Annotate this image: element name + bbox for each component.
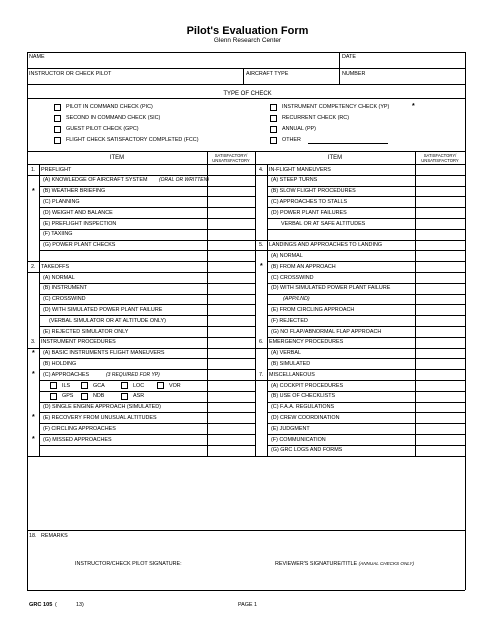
evaluation-item: (G) NO FLAP/ABNORMAL FLAP APPROACH — [271, 328, 382, 335]
evaluation-item: VERBAL OR AT SAFE ALTITUDES — [281, 220, 366, 227]
instructor-label: INSTRUCTOR OR CHECK PILOT — [29, 71, 112, 77]
check-type-label: RECURRENT CHECK (RC) — [282, 115, 349, 121]
evaluation-item: (C) PLANNING — [43, 198, 80, 205]
name-label: NAME — [29, 54, 45, 60]
approach-checkbox[interactable] — [121, 393, 128, 400]
approach-checkbox[interactable] — [50, 382, 57, 389]
section-number: 4. — [259, 166, 264, 173]
divider — [255, 164, 256, 456]
evaluation-item: (G) POWER PLANT CHECKS — [43, 242, 116, 249]
check-type-checkbox[interactable] — [54, 137, 61, 144]
reviewer-signature-label — [275, 561, 414, 567]
sat-unsat-field[interactable] — [207, 315, 255, 326]
check-type-label: INSTRUMENT COMPETENCY CHECK (YP) — [282, 104, 390, 110]
sat-line2: UNSATISFACTORY — [421, 157, 459, 163]
reviewer-sig-text: REVIEWER'S SIGNATURE/TITLE — [275, 561, 358, 567]
check-type-checkbox[interactable] — [54, 104, 61, 111]
sat-unsat-field[interactable] — [415, 358, 465, 369]
section-number: 3. — [31, 339, 36, 346]
row-divider — [267, 337, 465, 338]
row-divider — [267, 369, 465, 370]
sat-unsat-field[interactable] — [415, 272, 465, 283]
item-note: (ORAL OR WRITTEN) — [159, 177, 209, 184]
evaluation-item: (E) RECOVERY FROM UNUSUAL ALTITUDES — [43, 414, 157, 421]
sat-unsat-field[interactable] — [207, 348, 255, 359]
approach-checkbox[interactable] — [50, 393, 57, 400]
sat-unsat-field[interactable] — [415, 402, 465, 413]
evaluation-item: (A) COCKPIT PROCEDURES — [271, 382, 344, 389]
row-divider — [267, 229, 465, 230]
aircraft-type-field[interactable] — [243, 68, 339, 84]
form-rev-paren: ( — [55, 602, 57, 608]
divider — [27, 164, 465, 165]
evaluation-item: (F) TAXIING — [43, 231, 73, 238]
type-of-check-heading: TYPE OF CHECK — [223, 91, 272, 97]
aircraft-type-label: AIRCRAFT TYPE — [246, 71, 289, 77]
form-subtitle: Glenn Research Center — [213, 37, 282, 44]
section-number: 1. — [31, 166, 36, 173]
form-title: Pilot's Evaluation Form — [186, 25, 309, 37]
evaluation-item: (B) SIMULATED — [271, 360, 311, 367]
section-number: 5. — [259, 242, 264, 249]
sat-unsat-field[interactable] — [415, 423, 465, 434]
instructor-signature-field[interactable] — [27, 570, 270, 590]
sat-unsat-field[interactable] — [415, 326, 465, 337]
sat-unsat-field[interactable] — [207, 358, 255, 369]
evaluation-item: (APP/LND) — [283, 296, 310, 303]
section-number: 2. — [31, 263, 36, 270]
section-title: IN-FLIGHT MANEUVERS — [269, 166, 331, 173]
row-divider — [39, 250, 255, 251]
approach-label: VOR — [169, 382, 181, 389]
approach-checkbox[interactable] — [157, 382, 164, 389]
evaluation-item: (B) SLOW FLIGHT PROCEDURES — [271, 188, 356, 195]
grid-bottom — [27, 456, 465, 457]
divider — [267, 164, 268, 456]
section-number: 6. — [259, 339, 264, 346]
sat-column-header-left — [207, 154, 255, 163]
sat-unsat-field[interactable] — [207, 304, 255, 315]
required-marker: * — [412, 103, 415, 110]
evaluation-item: (B) HOLDING — [43, 360, 77, 367]
evaluation-item: (C) CROSSWIND — [43, 296, 86, 303]
row-divider — [27, 261, 255, 262]
sat-unsat-field[interactable] — [415, 445, 465, 456]
check-type-checkbox[interactable] — [54, 126, 61, 133]
check-type-checkbox[interactable] — [270, 115, 277, 122]
approach-checkbox[interactable] — [81, 382, 88, 389]
approach-label: ASR — [133, 393, 145, 400]
approach-label: ILS — [62, 382, 71, 389]
evaluation-item: (D) SINGLE ENGINE APPROACH (SIMULATED) — [43, 404, 161, 411]
sat-unsat-field[interactable] — [207, 175, 255, 186]
section-number: 7. — [259, 371, 264, 378]
evaluation-item: (C) CROSSWIND — [271, 274, 314, 281]
approach-label: NDB — [93, 393, 105, 400]
sat-line2: UNSATISFACTORY — [212, 157, 250, 163]
sat-unsat-field[interactable] — [415, 391, 465, 402]
reviewer-signature-field[interactable] — [270, 570, 465, 590]
evaluation-item: (G) MISSED APPROACHES — [43, 436, 112, 443]
instructor-signature-label: INSTRUCTOR/CHECK PILOT SIGNATURE: — [75, 561, 182, 567]
check-type-checkbox[interactable] — [270, 104, 277, 111]
sat-unsat-field[interactable] — [415, 261, 465, 272]
check-type-label: ANNUAL (PP) — [282, 126, 316, 132]
sat-unsat-field[interactable] — [415, 250, 465, 261]
evaluation-item: (E) REJECTED SIMULATOR ONLY — [43, 328, 129, 335]
evaluation-item: (VERBAL SIMULATOR OR AT ALTITUDE ONLY) — [49, 317, 166, 324]
sat-unsat-field[interactable] — [207, 423, 255, 434]
sat-unsat-field[interactable] — [207, 240, 255, 251]
evaluation-item: (C) APPROACHES — [43, 371, 90, 378]
check-type-label: GUEST PILOT CHECK (GPC) — [66, 126, 139, 132]
evaluation-item: (B) WEATHER BRIEFING — [43, 188, 106, 195]
sat-unsat-field[interactable] — [415, 294, 465, 305]
evaluation-item: (D) POWER PLANT FAILURES — [271, 209, 347, 216]
evaluation-item: (A) NORMAL — [43, 274, 75, 281]
approach-checkbox[interactable] — [81, 393, 88, 400]
approach-label: LOC — [133, 382, 145, 389]
required-marker: * — [32, 371, 35, 379]
approach-label: GPS — [62, 393, 74, 400]
check-type-checkbox[interactable] — [54, 115, 61, 122]
required-marker: * — [260, 263, 263, 271]
section-title: LANDINGS AND APPROACHES TO LANDING — [269, 242, 383, 249]
sat-unsat-field[interactable] — [207, 402, 255, 413]
required-marker: * — [32, 349, 35, 357]
sat-unsat-field[interactable] — [415, 283, 465, 294]
remarks-number: 18. — [29, 533, 37, 539]
section-title: TAKEOFFS — [41, 263, 70, 270]
sat-line1: SATISFACTORY/ — [214, 153, 248, 158]
sat-unsat-field[interactable] — [207, 272, 255, 283]
evaluation-item: (B) USE OF CHECKLISTS — [271, 393, 336, 400]
item-column-header-left: ITEM — [109, 155, 125, 161]
bottom-border — [27, 590, 465, 591]
evaluation-item: (A) STEEP TURNS — [271, 177, 318, 184]
row-divider — [39, 445, 255, 446]
other-line — [308, 143, 388, 144]
sat-unsat-field[interactable] — [415, 175, 465, 186]
sat-unsat-field[interactable] — [207, 434, 255, 445]
row-divider — [255, 240, 465, 241]
divider — [207, 164, 208, 456]
evaluation-item: (F) CIRCLING APPROACHES — [43, 425, 116, 432]
sat-unsat-field[interactable] — [207, 294, 255, 305]
reviewer-sig-note: (ANNUAL CHECKS ONLY) — [358, 561, 415, 566]
sat-unsat-field[interactable] — [415, 315, 465, 326]
divider — [27, 84, 465, 85]
evaluation-item: (A) NORMAL — [271, 252, 303, 259]
sat-unsat-field[interactable] — [415, 207, 465, 218]
sat-unsat-field[interactable] — [415, 218, 465, 229]
divider — [39, 164, 40, 456]
sat-unsat-field[interactable] — [207, 186, 255, 197]
sat-unsat-field[interactable] — [207, 326, 255, 337]
right-border — [465, 52, 466, 590]
required-marker: * — [32, 187, 35, 195]
approach-checkbox[interactable] — [121, 382, 128, 389]
evaluation-item: (D) WITH SIMULATED POWER PLANT FAILURE — [43, 306, 163, 313]
sat-unsat-field[interactable] — [415, 348, 465, 359]
name-field[interactable] — [27, 52, 339, 68]
sat-line1: SATISFACTORY/ — [423, 153, 457, 158]
approach-label: GCA — [93, 382, 105, 389]
sat-unsat-field[interactable] — [207, 196, 255, 207]
sat-unsat-field[interactable] — [207, 218, 255, 229]
evaluation-item: (D) WITH SIMULATED POWER PLANT FAILURE — [271, 285, 391, 292]
sat-unsat-field[interactable] — [207, 229, 255, 240]
evaluation-item: (E) PREFLIGHT INSPECTION — [43, 220, 117, 227]
sat-unsat-field[interactable] — [207, 391, 255, 402]
item-note: (3 REQUIRED FOR YP) — [106, 371, 160, 378]
sat-unsat-field[interactable] — [415, 196, 465, 207]
sat-unsat-field[interactable] — [415, 412, 465, 423]
date-label: DATE — [342, 54, 356, 60]
evaluation-item: (F) REJECTED — [271, 317, 308, 324]
divider — [27, 151, 465, 152]
remarks-label: REMARKS — [41, 533, 68, 539]
divider — [27, 98, 465, 99]
evaluation-item: (A) VERBAL — [271, 350, 301, 357]
sat-unsat-field[interactable] — [207, 207, 255, 218]
evaluation-item: (D) CREW COORDINATION — [271, 414, 340, 421]
sat-column-header-right — [415, 154, 465, 163]
evaluation-item: (E) FROM CIRCLING APPROACH — [271, 306, 355, 313]
sat-unsat-field[interactable] — [207, 380, 255, 391]
sat-unsat-field[interactable] — [415, 186, 465, 197]
sat-unsat-field[interactable] — [415, 434, 465, 445]
evaluation-item: (G) GRC LOGS AND FORMS — [271, 447, 343, 454]
sat-unsat-field[interactable] — [207, 283, 255, 294]
check-type-label: PILOT IN COMMAND CHECK (PIC) — [66, 104, 153, 110]
evaluation-item: (A) KNOWLEDGE OF AIRCRAFT SYSTEM — [43, 177, 148, 184]
sat-unsat-field[interactable] — [415, 304, 465, 315]
date-field[interactable] — [339, 52, 465, 68]
sat-unsat-field[interactable] — [207, 369, 255, 380]
sat-unsat-field[interactable] — [415, 380, 465, 391]
evaluation-item: (F) COMMUNICATION — [271, 436, 326, 443]
evaluation-item: (A) BASIC INSTRUMENTS FLIGHT MANEUVERS — [43, 350, 165, 357]
form-number: GRC 105 — [29, 602, 53, 608]
row-divider — [39, 337, 255, 338]
number-label: NUMBER — [342, 71, 366, 77]
section-title: EMERGENCY PROCEDURES — [269, 339, 344, 346]
section-title: INSTRUMENT PROCEDURES — [41, 339, 116, 346]
required-marker: * — [32, 436, 35, 443]
item-column-header-right: ITEM — [327, 155, 343, 161]
evaluation-item: (C) F.A.A. REGULATIONS — [271, 404, 335, 411]
section-title: MISCELLANEOUS — [269, 371, 315, 378]
left-border — [27, 52, 28, 590]
instructor-field[interactable] — [27, 68, 243, 84]
divider — [415, 164, 416, 456]
number-field[interactable] — [339, 68, 465, 84]
evaluation-item: (C) APPROACHES TO STALLS — [271, 198, 348, 205]
section-title: PREFLIGHT — [41, 166, 72, 173]
form-revision: 13) — [76, 602, 84, 608]
evaluation-item: (B) INSTRUMENT — [43, 285, 88, 292]
page-number: PAGE 1 — [237, 602, 258, 608]
check-type-checkbox[interactable] — [270, 137, 277, 144]
check-type-label: FLIGHT CHECK SATISFACTORY COMPLETED (FCC) — [66, 137, 199, 143]
required-marker: * — [32, 414, 35, 422]
evaluation-item: (D) WEIGHT AND BALANCE — [43, 209, 113, 216]
sat-unsat-field[interactable] — [207, 412, 255, 423]
evaluation-item: (B) FROM AN APPROACH — [271, 263, 336, 270]
check-type-label: SECOND IN COMMAND CHECK (SIC) — [66, 115, 161, 121]
check-type-checkbox[interactable] — [270, 126, 277, 133]
evaluation-item: (E) JUDGMENT — [271, 425, 310, 432]
check-type-label: OTHER — [282, 137, 301, 143]
